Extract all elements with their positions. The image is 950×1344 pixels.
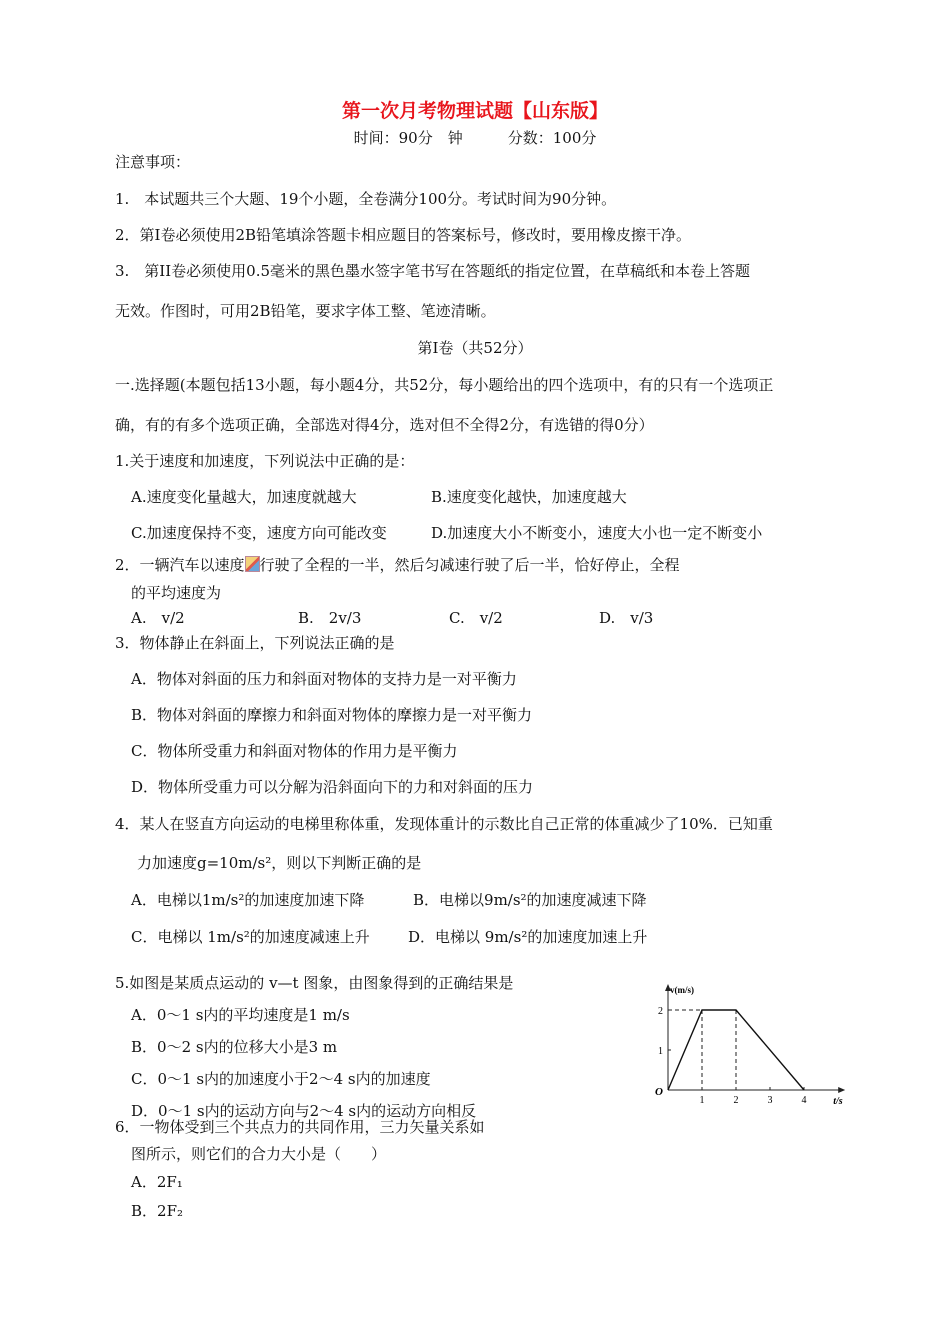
q4-stem-cont: 力加速度g=10m/s²，则以下判断正确的是	[137, 854, 422, 872]
q5-option-a: A．0～1 s内的平均速度是1 m/s	[131, 1006, 350, 1024]
note-item-3: 3. 第II卷必须使用0.5毫米的黑色墨水签字笔书写在答题纸的指定位置，在草稿纸和本卷上答题	[115, 262, 751, 280]
q1-stem: 1.关于速度和加速度，下列说法中正确的是：	[115, 452, 415, 470]
note-item-2: 2．第Ⅰ卷必须使用2B铅笔填涂答题卡相应题目的答案标号，修改时，要用橡皮擦干净。	[115, 226, 692, 244]
q2-stem-cont: 的平均速度为	[131, 584, 222, 602]
y-tick-label: 1	[658, 1046, 663, 1057]
q2-option-c: C. v/2	[449, 609, 503, 627]
q6-stem: 6．一物体受到三个共点力的共同作用，三力矢量关系如	[115, 1118, 485, 1136]
broken-image-icon	[245, 556, 260, 572]
q1-option-b: B.速度变化越快，加速度越大	[431, 488, 627, 506]
q1-option-c: C.加速度保持不变，速度方向可能改变	[131, 524, 387, 542]
q5-option-b: B．0～2 s内的位移大小是3 m	[131, 1038, 338, 1056]
q4-stem: 4．某人在竖直方向运动的电梯里称体重，发现体重计的示数比自己正常的体重减少了10%．已知重	[115, 815, 773, 833]
x-tick-label: 1	[699, 1095, 705, 1106]
q2-stem	[115, 555, 680, 575]
q1-option-d: D.加速度大小不断变小，速度大小也一定不断变小	[431, 524, 763, 542]
q3-option-c: C．物体所受重力和斜面对物体的作用力是平衡力	[131, 742, 458, 760]
q3-option-a: A．物体对斜面的压力和斜面对物体的支持力是一对平衡力	[131, 670, 517, 688]
x-tick-label: 4	[801, 1095, 807, 1106]
q2-stem-part2: 行驶了全程的一半，然后匀减速行驶了后一半，恰好停止，全程	[259, 556, 680, 574]
q2-option-d: D. v/3	[599, 609, 654, 627]
q3-option-b: B．物体对斜面的摩擦力和斜面对物体的摩擦力是一对平衡力	[131, 706, 533, 724]
exam-info: 时间：90分 钟 分数：100分	[353, 129, 597, 147]
q2-option-b: B. 2v/3	[298, 609, 362, 627]
origin-label: O	[655, 1086, 663, 1098]
note-item-1: 1. 本试题共三个大题、19个小题，全卷满分100分。考试时间为90分钟。	[115, 190, 617, 208]
q3-stem: 3．物体静止在斜面上，下列说法正确的是	[115, 634, 395, 652]
y-axis-label: v(m/s)	[670, 985, 694, 995]
x-axis-arrow	[838, 1087, 845, 1093]
vt-series-line	[668, 1010, 804, 1090]
q4-option-c: C．电梯以 1m/s²的加速度减速上升	[131, 928, 370, 946]
q5-option-d: D．0～1 s内的运动方向与2～4 s内的运动方向相反	[131, 1102, 477, 1120]
section1-instructions: 一.选择题(本题包括13小题，每小题4分，共52分，每小题给出的四个选项中，有的只有一个选项正	[115, 376, 774, 394]
q5-stem: 5.如图是某质点运动的 v—t 图象，由图象得到的正确结果是	[115, 974, 514, 992]
page-title: 第一次月考物理试题【山东版】	[341, 100, 608, 122]
q6-option-a: A．2F₁	[131, 1173, 183, 1191]
q6-option-b: B．2F₂	[131, 1202, 183, 1220]
q5-option-c: C．0～1 s内的加速度小于2～4 s内的加速度	[131, 1070, 431, 1088]
q4-option-b: B．电梯以9m/s²的加速度减速下降	[413, 891, 647, 909]
notes-heading: 注意事项：	[115, 153, 191, 171]
q4-option-d: D．电梯以 9m/s²的加速度加速上升	[408, 928, 648, 946]
q1-option-a: A.速度变化量越大，加速度就越大	[131, 488, 357, 506]
section1-instructions-cont: 确，有的有多个选项正确，全部选对得4分，选对但不全得2分，有选错的得0分）	[115, 416, 654, 434]
q2-stem-part1: 2．一辆汽车以速度	[115, 556, 245, 574]
vt-graph	[648, 985, 843, 1108]
q6-stem-cont: 图所示，则它们的合力大小是（ ）	[131, 1145, 387, 1163]
part1-heading: 第Ⅰ卷（共52分）	[417, 339, 533, 357]
q3-option-d: D．物体所受重力可以分解为沿斜面向下的力和对斜面的压力	[131, 778, 534, 796]
x-tick-label: 3	[767, 1095, 773, 1106]
q4-option-a: A．电梯以1m/s²的加速度加速下降	[131, 891, 365, 909]
y-tick-label: 2	[658, 1006, 663, 1017]
q2-option-a: A. v/2	[131, 609, 185, 627]
x-tick-label: 2	[733, 1095, 739, 1106]
x-axis-label: t/s	[833, 1096, 843, 1107]
note-item-3-cont: 无效。作图时，可用2B铅笔，要求字体工整、笔迹清晰。	[115, 302, 496, 320]
